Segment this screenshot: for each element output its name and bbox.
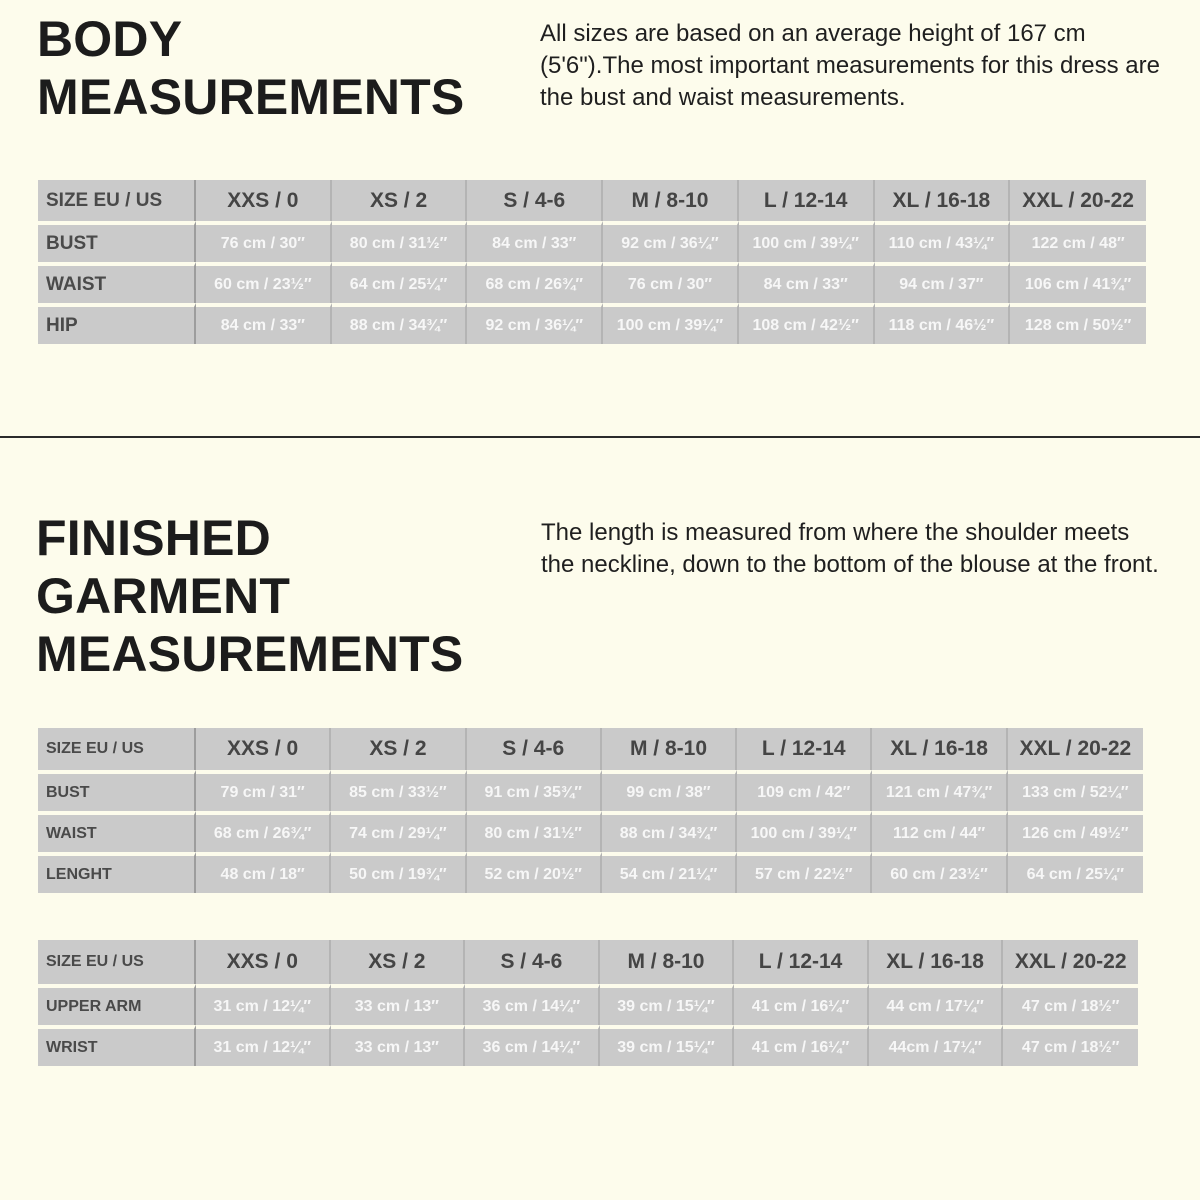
size-column-header: XS / 2 xyxy=(331,728,466,770)
measurement-cell: 100 cm / 39¼″ xyxy=(737,811,872,852)
table-row xyxy=(38,1025,1138,1066)
row-label: WAIST xyxy=(38,262,196,303)
body-measurements-description: All sizes are based on an average height of 167 cm (5'6").The most important measurements for this dress are the bust and waist measurements. xyxy=(540,20,1160,111)
measurement-cell: 54 cm / 21¼″ xyxy=(602,852,737,893)
size-column-header: L / 12-14 xyxy=(734,940,869,984)
size-column-header: XL / 16-18 xyxy=(875,180,1011,221)
measurement-cell: 76 cm / 30″ xyxy=(196,221,332,262)
measurement-cell: 106 cm / 41¾″ xyxy=(1010,262,1146,303)
size-column-header: XXS / 0 xyxy=(196,180,332,221)
measurement-cell: 109 cm / 42″ xyxy=(737,770,872,811)
size-column-header: XS / 2 xyxy=(332,180,468,221)
measurement-cell: 94 cm / 37″ xyxy=(875,262,1011,303)
measurement-cell: 68 cm / 26¾″ xyxy=(196,811,331,852)
row-label: LENGHT xyxy=(38,852,196,893)
table-row xyxy=(38,303,1146,344)
measurement-cell: 36 cm / 14¼″ xyxy=(465,984,600,1025)
measurement-cell: 121 cm / 47¾″ xyxy=(872,770,1007,811)
section-divider xyxy=(0,436,1200,438)
body-measurements-title xyxy=(37,10,464,126)
measurement-cell: 76 cm / 30″ xyxy=(603,262,739,303)
table-row xyxy=(38,770,1143,811)
table-row xyxy=(38,852,1143,893)
row-label: BUST xyxy=(38,770,196,811)
row-label: WRIST xyxy=(38,1025,196,1066)
measurement-cell: 128 cm / 50½″ xyxy=(1010,303,1146,344)
size-column-header: M / 8-10 xyxy=(603,180,739,221)
measurement-cell: 74 cm / 29¼″ xyxy=(331,811,466,852)
size-column-header: S / 4-6 xyxy=(467,728,602,770)
table-row xyxy=(38,811,1143,852)
size-column-header: XXL / 20-22 xyxy=(1008,728,1143,770)
measurement-cell: 85 cm / 33½″ xyxy=(331,770,466,811)
size-column-header: M / 8-10 xyxy=(600,940,735,984)
measurement-cell: 126 cm / 49½″ xyxy=(1008,811,1143,852)
measurement-cell: 31 cm / 12¼″ xyxy=(196,984,331,1025)
measurement-cell: 84 cm / 33″ xyxy=(467,221,603,262)
body-measurements-table xyxy=(38,180,1146,344)
measurement-cell: 44cm / 17¼″ xyxy=(869,1025,1004,1066)
size-header-label: SIZE EU / US xyxy=(38,180,196,221)
measurement-cell: 80 cm / 31½″ xyxy=(332,221,468,262)
measurement-cell: 79 cm / 31″ xyxy=(196,770,331,811)
size-column-header: XXL / 20-22 xyxy=(1010,180,1146,221)
table-row xyxy=(38,984,1138,1025)
garment-title-line2: GARMENT xyxy=(36,568,291,624)
measurement-cell: 60 cm / 23½″ xyxy=(872,852,1007,893)
table-row xyxy=(38,221,1146,262)
size-column-header: XS / 2 xyxy=(331,940,466,984)
measurement-cell: 68 cm / 26¾″ xyxy=(467,262,603,303)
measurement-cell: 39 cm / 15¼″ xyxy=(600,984,735,1025)
garment-measurements-description: The length is measured from where the shoulder meets the neckline, down to the bottom of the blouse at the front. xyxy=(541,519,1159,578)
size-column-header: XL / 16-18 xyxy=(872,728,1007,770)
measurement-cell: 133 cm / 52¼″ xyxy=(1008,770,1143,811)
measurement-cell: 47 cm / 18½″ xyxy=(1003,1025,1138,1066)
size-column-header: XXL / 20-22 xyxy=(1003,940,1138,984)
size-column-header: S / 4-6 xyxy=(467,180,603,221)
measurement-cell: 57 cm / 22½″ xyxy=(737,852,872,893)
measurement-cell: 88 cm / 34¾″ xyxy=(602,811,737,852)
measurement-cell: 84 cm / 33″ xyxy=(196,303,332,344)
measurement-cell: 44 cm / 17¼″ xyxy=(869,984,1004,1025)
measurement-cell: 47 cm / 18½″ xyxy=(1003,984,1138,1025)
measurement-cell: 110 cm / 43¼″ xyxy=(875,221,1011,262)
garment-measurements-table xyxy=(38,728,1143,893)
measurement-cell: 31 cm / 12¼″ xyxy=(196,1025,331,1066)
measurement-cell: 50 cm / 19¾″ xyxy=(331,852,466,893)
size-header-row xyxy=(38,180,1146,221)
size-header-label: SIZE EU / US xyxy=(38,728,196,770)
measurement-cell: 80 cm / 31½″ xyxy=(467,811,602,852)
row-label: WAIST xyxy=(38,811,196,852)
table-row xyxy=(38,262,1146,303)
measurement-cell: 64 cm / 25¼″ xyxy=(1008,852,1143,893)
arm-measurements-table xyxy=(38,940,1138,1066)
size-column-header: XXS / 0 xyxy=(196,940,331,984)
body-title-line2: MEASUREMENTS xyxy=(37,69,465,125)
size-header-row xyxy=(38,940,1138,984)
size-header-label: SIZE EU / US xyxy=(38,940,196,984)
measurement-cell: 100 cm / 39¼″ xyxy=(739,221,875,262)
measurement-cell: 84 cm / 33″ xyxy=(739,262,875,303)
body-title-line1: BODY xyxy=(37,11,183,67)
measurement-cell: 122 cm / 48″ xyxy=(1010,221,1146,262)
measurement-cell: 118 cm / 46½″ xyxy=(875,303,1011,344)
row-label: BUST xyxy=(38,221,196,262)
size-column-header: XL / 16-18 xyxy=(869,940,1004,984)
measurement-cell: 112 cm / 44″ xyxy=(872,811,1007,852)
measurement-cell: 60 cm / 23½″ xyxy=(196,262,332,303)
measurement-cell: 41 cm / 16¼″ xyxy=(734,1025,869,1066)
measurement-cell: 33 cm / 13″ xyxy=(331,984,466,1025)
measurement-cell: 100 cm / 39¼″ xyxy=(603,303,739,344)
measurement-cell: 39 cm / 15¼″ xyxy=(600,1025,735,1066)
size-header-row xyxy=(38,728,1143,770)
measurement-cell: 91 cm / 35¾″ xyxy=(467,770,602,811)
measurement-cell: 92 cm / 36¼″ xyxy=(603,221,739,262)
row-label: HIP xyxy=(38,303,196,344)
measurement-cell: 33 cm / 13″ xyxy=(331,1025,466,1066)
measurement-cell: 41 cm / 16¼″ xyxy=(734,984,869,1025)
garment-title-line1: FINISHED xyxy=(36,510,271,566)
size-column-header: L / 12-14 xyxy=(737,728,872,770)
measurement-cell: 36 cm / 14¼″ xyxy=(465,1025,600,1066)
measurement-cell: 48 cm / 18″ xyxy=(196,852,331,893)
garment-title-line3: MEASUREMENTS xyxy=(36,626,464,682)
garment-measurements-title xyxy=(36,509,463,683)
measurement-cell: 99 cm / 38″ xyxy=(602,770,737,811)
measurement-cell: 108 cm / 42½″ xyxy=(739,303,875,344)
measurement-cell: 52 cm / 20½″ xyxy=(467,852,602,893)
measurement-cell: 88 cm / 34¾″ xyxy=(332,303,468,344)
size-column-header: M / 8-10 xyxy=(602,728,737,770)
measurement-cell: 92 cm / 36¼″ xyxy=(467,303,603,344)
row-label: UPPER ARM xyxy=(38,984,196,1025)
size-column-header: S / 4-6 xyxy=(465,940,600,984)
size-column-header: L / 12-14 xyxy=(739,180,875,221)
size-column-header: XXS / 0 xyxy=(196,728,331,770)
measurement-cell: 64 cm / 25¼″ xyxy=(332,262,468,303)
